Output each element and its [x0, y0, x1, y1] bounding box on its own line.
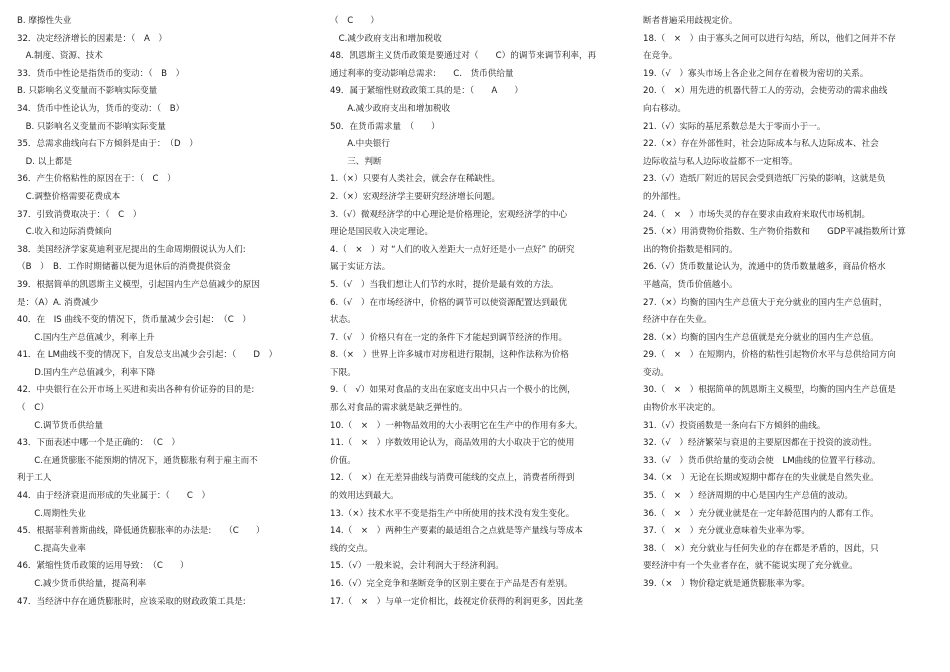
text-line-left: 42．中央银行在公开市场上买进和卖出各种有价证券的目的是: [17, 385, 255, 396]
text-line-left: 37．引致消费取决于：（ C ） [17, 209, 142, 220]
text-line-left: C.减少货币供给量，提高利率 [17, 579, 147, 589]
text-line-left: 38．美国经济学家莫迪利亚尼提出的生命周期假说认为人们: [17, 244, 246, 255]
text-line-right: 28.（×）均衡的国内生产总值就是充分就业的国内生产总值。 [643, 332, 879, 343]
text-line-right: 18.（ × ）由于寡头之间可以进行勾结，所以，他们之间并不存 [643, 33, 896, 44]
text-line-left: A.制度、资源、技术 [17, 51, 103, 62]
text-line-right: 37.（ × ）充分就业意味着失业率为零。 [643, 526, 810, 537]
text-line-right: 19.（√ ）寡头市场上各企业之间存在着极为密切的关系。 [643, 68, 869, 79]
text-line-middle: 1.（×）只要有人类社会，就会存在稀缺性。 [330, 174, 501, 185]
text-line-right: 30.（ × ）根据简单的凯恩斯主义模型，均衡的国内生产总值是 [643, 385, 896, 396]
text-column-right [643, 13, 933, 611]
text-line-left: 46．紧缩性货币政策的运用导致： （C ） [17, 561, 189, 572]
text-line-left: C.调整价格需要花费成本 [17, 191, 121, 202]
text-line-middle: A.中央银行 [330, 139, 391, 150]
text-line-right: 要经济中有一个失业者存在，就不能说实现了充分就业。 [643, 561, 858, 572]
text-line-left: B. 只影响名义变量而不影响实际变量 [17, 121, 166, 132]
text-line-left: C.调节货币供给量 [17, 420, 104, 431]
text-column-left [17, 13, 307, 611]
text-line-middle: 13.（×）技术水平不变是指生产中所使用的技术没有发生变化。 [330, 508, 575, 519]
text-line-left: 41．在 LM曲线不变的情况下，自发总支出减少会引起：（ D ） [17, 350, 278, 361]
text-line-right: 在竞争。 [643, 51, 678, 62]
text-line-right: 向右移动。 [643, 103, 686, 114]
text-line-left: 33．货币中性论是指货币的变动：（ B ） [17, 68, 185, 79]
text-line-middle: 10.（ × ）一种物品效用的大小表明它在生产中的作用有多大。 [330, 420, 583, 431]
text-line-middle: 48．凯恩斯主义货币政策是要通过对（ C）的调节来调节利率，再 [330, 51, 597, 62]
text-line-right: 22.（×）存在外部性时，社会边际成本与私人边际成本、社会 [643, 139, 879, 150]
text-line-middle: 7.（√ ）价格只有在一定的条件下才能起到调节经济的作用。 [330, 332, 568, 343]
text-line-right: 出的物价指数是相同的。 [643, 244, 738, 255]
text-line-right: 断者普遍采用歧视定价。 [643, 16, 738, 26]
text-line-middle: 9.（ √）如果对食品的支出在家庭支出中只占一个极小的比例， [330, 385, 576, 396]
text-line-right: 25.（×）用消费物价指数、生产物价指数和 GDP平减指数所计算 [643, 227, 906, 238]
text-line-right: 边际收益与私人边际收益都不一定相等。 [643, 156, 798, 167]
text-line-left: 43．下面表述中哪一个是正确的： （C ） [17, 438, 181, 449]
text-line-right: 27.（×）均衡的国内生产总值大于充分就业的国内生产总值时， [643, 297, 888, 308]
text-line-middle: 下限。 [330, 367, 356, 378]
text-line-left: 34．货币中性论认为，货币的变动：（ B） [17, 103, 185, 114]
text-line-middle: 14.（ × ）两种生产要素的最适组合之点就是等产量线与等成本 [330, 526, 583, 537]
text-line-left: 是：（A）A. 消费减少 [17, 297, 99, 308]
text-line-right: 21.（√）实际的基尼系数总是大于零而小于一。 [643, 121, 826, 132]
text-line-middle: 50．在货币需求量 （ ） [330, 121, 440, 132]
text-line-left: 35．总需求曲线向右下方倾斜是由于： （D ） [17, 139, 198, 150]
text-line-left: C.在通货膨胀不能预期的情况下，通货膨胀有利于雇主而不 [17, 455, 258, 466]
text-line-left: D. 以上都是 [17, 156, 73, 167]
text-line-right: 35.（ × ）经济周期的中心是国内生产总值的波动。 [643, 491, 853, 502]
text-line-middle: 17.（ × ）与单一定价相比，歧视定价获得的利润更多，因此垄 [330, 596, 583, 607]
text-line-left: 36．产生价格粘性的原因在于：（ C ） [17, 174, 176, 185]
text-line-right: 39.（× ）物价稳定就是通货膨胀率为零。 [643, 579, 810, 589]
text-line-right: 经济中存在失业。 [643, 315, 712, 326]
text-line-middle: 16.（√）完全竞争和垄断竞争的区别主要在于产品是否有差别。 [330, 579, 573, 589]
text-line-right: 32.（√ ）经济繁荣与衰退的主要原因都在于投资的波动性。 [643, 438, 877, 449]
text-line-middle: 4.（ × ）对 “人们的收入差距大一点好还是小一点好” 的研究 [330, 244, 575, 255]
text-line-right: 23.（√）造纸厂附近的居民会受到造纸厂污染的影响，这就是负 [643, 174, 886, 185]
text-line-left: C.收入和边际消费倾向 [17, 227, 112, 238]
text-line-middle: 2.（×）宏观经济学主要研究经济增长问题。 [330, 191, 501, 202]
text-line-left: 45．根据菲利普斯曲线，降低通货膨胀率的办法是: （C ） [17, 526, 265, 537]
text-line-left: 32．决定经济增长的因素是：（ A ） [17, 33, 168, 44]
text-line-left: （ C） [17, 403, 49, 414]
text-line-middle: C.减少政府支出和增加税收 [330, 33, 442, 44]
text-line-left: B. 只影响名义变量而不影响实际变量 [17, 86, 158, 97]
text-line-middle: 理论是国民收入决定理论。 [330, 227, 434, 238]
text-line-middle: 属于实证方法。 [330, 262, 391, 273]
text-line-right: 平越高，货币价值越小。 [643, 279, 738, 290]
text-line-left: C.周期性失业 [17, 508, 86, 519]
text-line-right: 26.（√）货币数量论认为，流通中的货币数量越多，商品价格水 [643, 262, 886, 273]
text-line-right: 20.（ ×）用先进的机器代替工人的劳动，会使劳动的需求曲线 [643, 86, 888, 97]
text-line-right: 24.（ × ）市场失灵的存在要求由政府来取代市场机制。 [643, 209, 871, 220]
text-line-right: 38.（ ×）充分就业与任何失业的存在都是矛盾的，因此，只 [643, 543, 879, 554]
text-line-middle: 3.（√）微观经济学的中心理论是价格理论，宏观经济学的中心 [330, 209, 568, 220]
text-line-right: 36.（ × ）充分就业就是在一定年龄范围内的人都有工作。 [643, 508, 879, 519]
text-line-middle: 6.（√ ）在市场经济中，价格的调节可以使资源配置达到最优 [330, 297, 568, 308]
text-line-middle: 通过利率的变动影响总需求: C. 货币供给量 [330, 68, 514, 79]
text-line-middle: A.减少政府支出和增加税收 [330, 103, 451, 114]
text-line-middle: 12.（ ×）在无差异曲线与消费可能线的交点上，消费者所得到 [330, 473, 575, 484]
text-line-right: 29.（ × ）在短期内，价格的粘性引起物价水平与总供给同方向 [643, 350, 896, 361]
text-line-right [643, 594, 933, 612]
text-line-left: 40．在 IS 曲线不变的情况下，货币量减少会引起： （C ） [17, 315, 251, 326]
text-line-middle: 的效用达到最大。 [330, 491, 399, 502]
text-line-right: 34.（× ）无论在长期或短期中都存在的失业就是自然失业。 [643, 473, 879, 484]
text-line-middle: 价值。 [330, 455, 356, 466]
text-line-right: 31.（√）投资函数是一条向右下方倾斜的曲线。 [643, 420, 826, 431]
text-line-right: 变动。 [643, 367, 669, 378]
text-line-left: 47．当经济中存在通货膨胀时，应该采取的财政政策工具是: [17, 596, 246, 607]
text-line-middle: 15.（√）一般来说，会计利润大于经济利润。 [330, 561, 504, 572]
text-line-middle: 8.（× ）世界上许多城市对房租进行限制，这种作法称为价格 [330, 350, 569, 361]
text-column-middle [330, 13, 615, 611]
text-line-left: C.提高失业率 [17, 543, 86, 554]
text-line-middle: 状态。 [330, 315, 356, 326]
text-line-right: 33.（√ ）货币供给量的变动会使 LM曲线的位置平行移动。 [643, 455, 881, 466]
text-line-middle: 11.（ × ）序数效用论认为，商品效用的大小取决于它的使用 [330, 438, 575, 449]
text-line-left: D.国内生产总值减少，利率下降 [17, 367, 156, 378]
text-line-middle: 那么对食品的需求就是缺乏弹性的。 [330, 403, 468, 414]
text-line-middle: 三、判断 [330, 156, 382, 167]
text-line-middle: 线的交点。 [330, 543, 373, 554]
text-line-right: 由物价水平决定的。 [643, 403, 721, 414]
text-line-middle: （ C ） [330, 16, 379, 26]
text-line-right: 的外部性。 [643, 191, 686, 202]
text-line-middle: 5.（√ ）当我们想让人们节约水时，提价是最有效的方法。 [330, 279, 559, 290]
text-line-left: B. 摩擦性失业 [17, 16, 72, 26]
text-line-left: C.国内生产总值减少，利率上升 [17, 332, 155, 343]
text-line-left: 44．由于经济衰退而形成的失业属于：（ C ） [17, 491, 211, 502]
text-line-left: （B ） B．工作时期储蓄以便为退休后的消费提供资金 [17, 262, 231, 273]
text-line-left: 39．根据简单的凯恩斯主义模型，引起国内生产总值减少的原因 [17, 279, 260, 290]
text-line-left: 利于工人 [17, 473, 52, 484]
text-line-middle: 49．属于紧缩性财政政策工具的是：（ A ） [330, 86, 523, 97]
